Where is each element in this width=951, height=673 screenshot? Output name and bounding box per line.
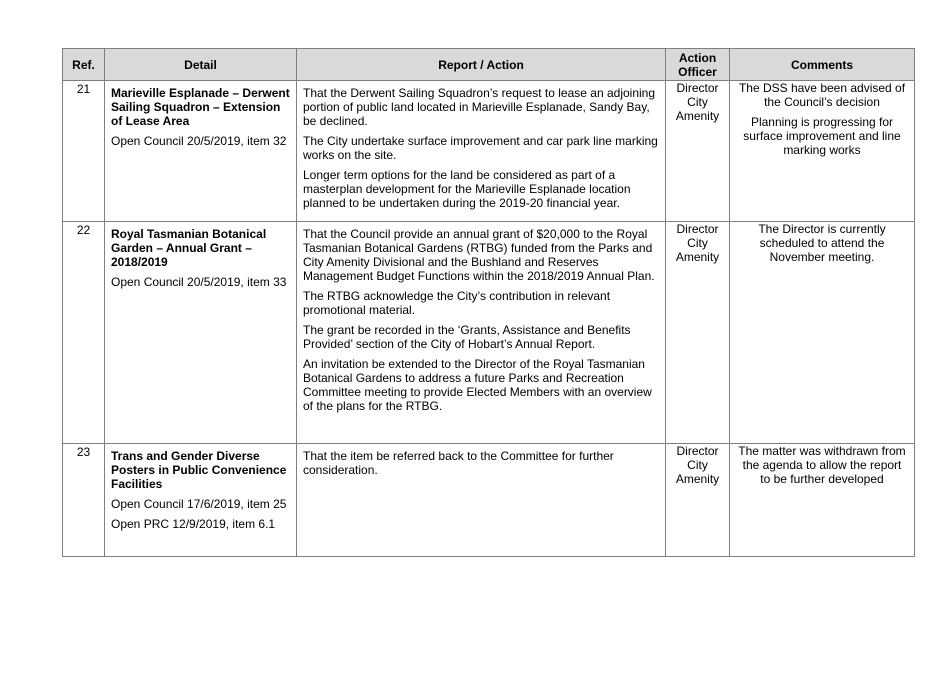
officer-line: Director [676,81,719,95]
item-title: Marieville Esplanade – Derwent Sailing Squadron – Extension of Lease Area [111,86,290,128]
meeting-reference: Open Council 20/5/2019, item 32 [111,134,287,148]
action-officer-cell [666,222,730,444]
comments-cell [730,222,915,444]
detail-cell [105,444,297,557]
officer-line: Amenity [675,109,720,123]
comment-paragraph: The DSS have been advised of the Council’s decision [738,81,906,109]
officer-line: City [687,95,708,109]
ref-cell: 23 [63,444,105,557]
meeting-reference: Open Council 17/6/2019, item 25 [111,497,287,511]
report-paragraph: That the item be referred back to the Committee for further consideration. [303,449,614,477]
ref-cell: 22 [63,222,105,444]
table-body [63,81,915,557]
header-ref: Ref. [63,49,105,81]
table-row [63,222,915,444]
report-paragraph: The RTBG acknowledge the City’s contribution in relevant promotional material. [303,289,611,317]
header-report-action: Report / Action [297,49,666,81]
officer-line: Director [676,222,719,236]
officer-line: Amenity [675,472,720,486]
report-action-cell [297,81,666,222]
meeting-reference: Open Council 20/5/2019, item 33 [111,275,287,289]
meeting-reference: Open PRC 12/9/2019, item 6.1 [111,517,276,531]
header-action-officer-line1: Action [678,50,717,65]
report-paragraph: That the Council provide an annual grant of $20,000 to the Royal Tasmanian Botanical Gardens (RTBG) funded from the Parks and City Amenity Divisional and the Bushland and Reserves Management Budget Functions within the 2018/2019 Annual Plan. [303,227,655,283]
report-paragraph: That the Derwent Sailing Squadron’s request to lease an adjoining portion of public land located in Marieville Esplanade, Sandy Bay, be declined. [303,86,656,128]
header-comments: Comments [730,49,915,81]
ref-cell: 21 [63,81,105,222]
comments-cell [730,81,915,222]
table-row [63,81,915,222]
report-paragraph: Longer term options for the land be considered as part of a masterplan development for the Marieville Esplanade location planned to be undertaken during the 2019-20 financial year. [303,168,631,210]
action-officer-cell [666,444,730,557]
comment-paragraph: The Director is currently scheduled to attend the November meeting. [758,222,886,264]
header-action-officer-line2: Officer [678,64,717,79]
officer-line: Amenity [675,250,720,264]
header-row [63,49,915,81]
report-paragraph: The grant be recorded in the ‘Grants, Assistance and Benefits Provided’ section of the City of Hobart’s Annual Report. [303,323,631,351]
report-action-cell [297,222,666,444]
comments-cell [730,444,915,557]
table-row [63,444,915,557]
officer-line: City [687,236,708,250]
report-paragraph: An invitation be extended to the Director of the Royal Tasmanian Botanical Gardens to address a future Parks and Recreation Committee meeting to provide Elected Members with an overview of the plans for the RTBG. [303,357,652,413]
action-table [62,48,915,557]
officer-line: Director [676,444,719,458]
detail-cell [105,81,297,222]
report-action-cell [297,444,666,557]
header-detail: Detail [105,49,297,81]
action-officer-cell [666,81,730,222]
comment-paragraph: Planning is progressing for surface improvement and line marking works [743,115,901,157]
officer-line: City [687,458,708,472]
item-title: Trans and Gender Diverse Posters in Public Convenience Facilities [111,449,287,491]
report-paragraph: The City undertake surface improvement and car park line marking works on the site. [303,134,658,162]
header-action-officer [666,49,730,81]
detail-cell [105,222,297,444]
comment-paragraph: The matter was withdrawn from the agenda to allow the report to be further developed [738,444,906,486]
item-title: Royal Tasmanian Botanical Garden – Annual Grant – 2018/2019 [111,227,267,269]
